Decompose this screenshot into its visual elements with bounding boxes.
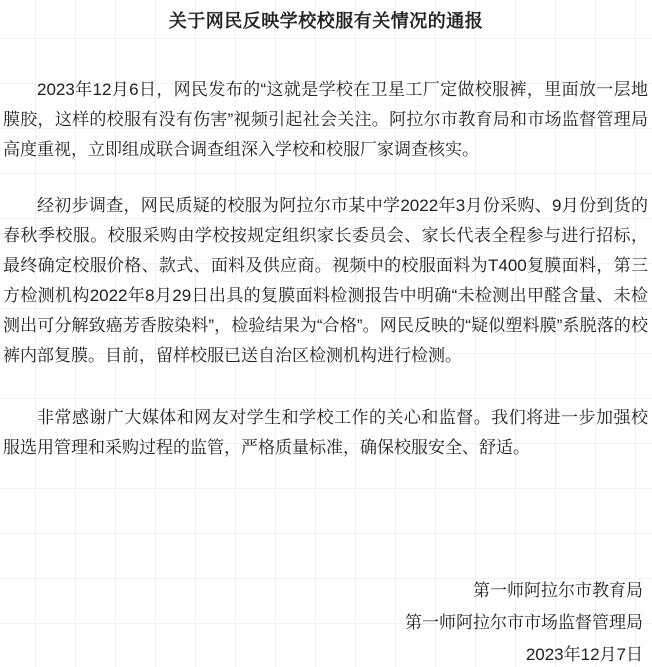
signature-issuer-market-supervision-bureau: 第一师阿拉尔市市场监督管理局 (405, 613, 643, 632)
notice-title: 关于网民反映学校校服有关情况的通报 (168, 11, 484, 31)
signature-date: 2023年12月7日 (525, 645, 643, 664)
notice-paragraph-1: 2023年12月6日，网民发布的“这就是学校在卫星工厂定做校服裤，里面放一层地膜胶，这样的校服有没有伤害”视频引起社会关注。阿拉尔市教育局和市场监督管理局高度重视，立即组成联合调查组深入学校和校服厂家调查核实。 (3, 80, 648, 159)
notice-paragraph-2: 经初步调查，网民质疑的校服为阿拉尔市某中学2022年3月份采购、9月份到货的春秋季校服。校服采购由学校按规定组织家长委员会、家长代表全程参与进行招标，最终确定校服价格、款式、面料及供应商。视频中的校服面料为T400复膜面料，第三方检测机构2022年8月29日出具的复膜面料检测报告中明确“未检测出甲醛含量、未检测出可分解致癌芳香胺染料”，检验结果为“合格”。网民反映的“疑似塑料膜”系脱落的校裤内部复膜。目前，留样校服已送自治区检测机构进行检测。 (3, 196, 648, 365)
notice-paragraph-3: 非常感谢广大媒体和网友对学生和学校工作的关心和监督。我们将进一步加强校服选用管理和采购过程的监管，严格质量标准，确保校服安全、舒适。 (3, 408, 648, 457)
signature-issuer-education-bureau: 第一师阿拉尔市教育局 (473, 581, 643, 600)
signature-block (0, 575, 652, 667)
